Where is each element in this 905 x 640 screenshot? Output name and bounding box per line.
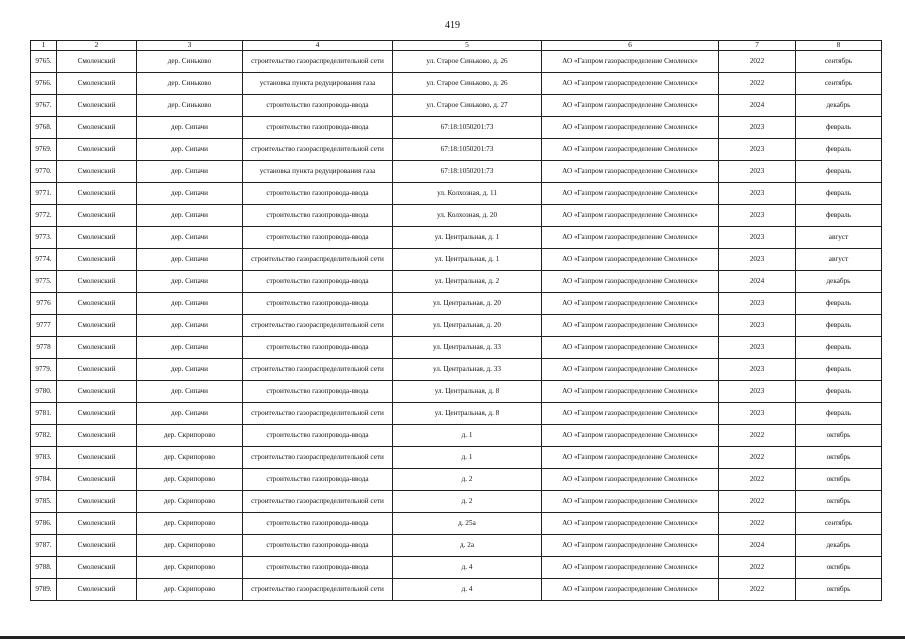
- settlement-cell: дер. Скрипорово: [137, 469, 243, 491]
- work-type-cell: строительство газопровода-ввода: [243, 513, 393, 535]
- address-cell: ул. Центральная, д. 8: [393, 381, 542, 403]
- settlement-cell: дер. Синьково: [137, 51, 243, 73]
- address-cell: д. 2: [393, 491, 542, 513]
- settlement-cell: дер. Сипачи: [137, 315, 243, 337]
- settlement-cell: дер. Сипачи: [137, 161, 243, 183]
- work-type-cell: строительство газопровода-ввода: [243, 95, 393, 117]
- settlement-cell: дер. Сипачи: [137, 249, 243, 271]
- year-cell: 2024: [719, 535, 796, 557]
- district-cell: Смоленский: [57, 491, 137, 513]
- table-row: [31, 579, 882, 601]
- row-number-cell: 9784.: [31, 469, 57, 491]
- work-type-cell: строительство газопровода-ввода: [243, 183, 393, 205]
- row-number-cell: 9770.: [31, 161, 57, 183]
- year-cell: 2023: [719, 161, 796, 183]
- year-cell: 2024: [719, 271, 796, 293]
- month-cell: август: [796, 227, 882, 249]
- district-cell: Смоленский: [57, 249, 137, 271]
- month-cell: февраль: [796, 337, 882, 359]
- year-cell: 2023: [719, 205, 796, 227]
- organization-cell: АО «Газпром газораспределение Смоленск»: [542, 557, 719, 579]
- district-cell: Смоленский: [57, 315, 137, 337]
- organization-cell: АО «Газпром газораспределение Смоленск»: [542, 293, 719, 315]
- work-type-cell: строительство газораспределительной сети: [243, 249, 393, 271]
- district-cell: Смоленский: [57, 227, 137, 249]
- row-number-cell: 9787.: [31, 535, 57, 557]
- month-cell: февраль: [796, 293, 882, 315]
- gasification-table: [30, 40, 882, 601]
- settlement-cell: дер. Сипачи: [137, 293, 243, 315]
- row-number-cell: 9789.: [31, 579, 57, 601]
- settlement-cell: дер. Скрипорово: [137, 513, 243, 535]
- year-cell: 2023: [719, 117, 796, 139]
- organization-cell: АО «Газпром газораспределение Смоленск»: [542, 359, 719, 381]
- district-cell: Смоленский: [57, 271, 137, 293]
- table-row: [31, 227, 882, 249]
- settlement-cell: дер. Скрипорово: [137, 447, 243, 469]
- year-cell: 2023: [719, 337, 796, 359]
- district-cell: Смоленский: [57, 403, 137, 425]
- address-cell: д. 1: [393, 447, 542, 469]
- year-cell: 2024: [719, 95, 796, 117]
- work-type-cell: строительство газопровода-ввода: [243, 337, 393, 359]
- table-row: [31, 205, 882, 227]
- month-cell: февраль: [796, 161, 882, 183]
- work-type-cell: строительство газораспределительной сети: [243, 579, 393, 601]
- column-number: 6: [542, 41, 719, 51]
- address-cell: д. 2а: [393, 535, 542, 557]
- table-row: [31, 73, 882, 95]
- work-type-cell: строительство газопровода-ввода: [243, 469, 393, 491]
- row-number-cell: 9768.: [31, 117, 57, 139]
- settlement-cell: дер. Сипачи: [137, 183, 243, 205]
- month-cell: февраль: [796, 205, 882, 227]
- month-cell: декабрь: [796, 271, 882, 293]
- address-cell: ул. Центральная, д. 20: [393, 315, 542, 337]
- month-cell: февраль: [796, 139, 882, 161]
- year-cell: 2023: [719, 403, 796, 425]
- settlement-cell: дер. Синьково: [137, 73, 243, 95]
- month-cell: февраль: [796, 381, 882, 403]
- address-cell: 67:18:1050201:73: [393, 117, 542, 139]
- year-cell: 2023: [719, 249, 796, 271]
- address-cell: 67:18:1050201:73: [393, 139, 542, 161]
- year-cell: 2023: [719, 381, 796, 403]
- month-cell: февраль: [796, 117, 882, 139]
- row-number-cell: 9781.: [31, 403, 57, 425]
- organization-cell: АО «Газпром газораспределение Смоленск»: [542, 447, 719, 469]
- address-cell: д. 1: [393, 425, 542, 447]
- row-number-cell: 9773.: [31, 227, 57, 249]
- organization-cell: АО «Газпром газораспределение Смоленск»: [542, 425, 719, 447]
- work-type-cell: установка пункта редуцирования газа: [243, 161, 393, 183]
- row-number-cell: 9765.: [31, 51, 57, 73]
- row-number-cell: 9767.: [31, 95, 57, 117]
- organization-cell: АО «Газпром газораспределение Смоленск»: [542, 161, 719, 183]
- row-number-cell: 9780.: [31, 381, 57, 403]
- page-number: 419: [445, 20, 460, 31]
- settlement-cell: дер. Скрипорово: [137, 491, 243, 513]
- table-row: [31, 315, 882, 337]
- organization-cell: АО «Газпром газораспределение Смоленск»: [542, 271, 719, 293]
- month-cell: сентябрь: [796, 51, 882, 73]
- year-cell: 2023: [719, 139, 796, 161]
- district-cell: Смоленский: [57, 51, 137, 73]
- work-type-cell: строительство газопровода-ввода: [243, 117, 393, 139]
- settlement-cell: дер. Сипачи: [137, 205, 243, 227]
- year-cell: 2022: [719, 425, 796, 447]
- year-cell: 2022: [719, 579, 796, 601]
- district-cell: Смоленский: [57, 205, 137, 227]
- column-number: 5: [393, 41, 542, 51]
- district-cell: Смоленский: [57, 579, 137, 601]
- organization-cell: АО «Газпром газораспределение Смоленск»: [542, 51, 719, 73]
- work-type-cell: строительство газопровода-ввода: [243, 205, 393, 227]
- year-cell: 2023: [719, 183, 796, 205]
- row-number-cell: 9776: [31, 293, 57, 315]
- organization-cell: АО «Газпром газораспределение Смоленск»: [542, 491, 719, 513]
- district-cell: Смоленский: [57, 469, 137, 491]
- month-cell: февраль: [796, 359, 882, 381]
- year-cell: 2022: [719, 557, 796, 579]
- month-cell: декабрь: [796, 535, 882, 557]
- work-type-cell: строительство газораспределительной сети: [243, 491, 393, 513]
- row-number-cell: 9775.: [31, 271, 57, 293]
- column-number: 1: [31, 41, 57, 51]
- month-cell: февраль: [796, 315, 882, 337]
- work-type-cell: строительство газопровода-ввода: [243, 227, 393, 249]
- row-number-cell: 9772.: [31, 205, 57, 227]
- address-cell: ул. Колхозная, д. 11: [393, 183, 542, 205]
- organization-cell: АО «Газпром газораспределение Смоленск»: [542, 249, 719, 271]
- row-number-cell: 9786.: [31, 513, 57, 535]
- month-cell: октябрь: [796, 557, 882, 579]
- column-number-row: [31, 41, 882, 51]
- table-row: [31, 447, 882, 469]
- work-type-cell: строительство газопровода-ввода: [243, 425, 393, 447]
- column-number: 7: [719, 41, 796, 51]
- address-cell: ул. Центральная, д. 1: [393, 249, 542, 271]
- year-cell: 2022: [719, 469, 796, 491]
- settlement-cell: дер. Сипачи: [137, 117, 243, 139]
- year-cell: 2023: [719, 293, 796, 315]
- address-cell: д. 4: [393, 579, 542, 601]
- year-cell: 2023: [719, 227, 796, 249]
- month-cell: декабрь: [796, 95, 882, 117]
- work-type-cell: строительство газораспределительной сети: [243, 315, 393, 337]
- district-cell: Смоленский: [57, 447, 137, 469]
- address-cell: 67:18:1050201:73: [393, 161, 542, 183]
- district-cell: Смоленский: [57, 513, 137, 535]
- table-row: [31, 161, 882, 183]
- month-cell: февраль: [796, 183, 882, 205]
- district-cell: Смоленский: [57, 161, 137, 183]
- organization-cell: АО «Газпром газораспределение Смоленск»: [542, 183, 719, 205]
- address-cell: д. 2: [393, 469, 542, 491]
- row-number-cell: 9769.: [31, 139, 57, 161]
- district-cell: Смоленский: [57, 183, 137, 205]
- month-cell: октябрь: [796, 447, 882, 469]
- month-cell: октябрь: [796, 491, 882, 513]
- table-row: [31, 271, 882, 293]
- settlement-cell: дер. Синьково: [137, 95, 243, 117]
- month-cell: сентябрь: [796, 513, 882, 535]
- row-number-cell: 9783.: [31, 447, 57, 469]
- address-cell: ул. Центральная, д. 33: [393, 359, 542, 381]
- address-cell: ул. Центральная, д. 2: [393, 271, 542, 293]
- table-row: [31, 337, 882, 359]
- settlement-cell: дер. Сипачи: [137, 403, 243, 425]
- settlement-cell: дер. Сипачи: [137, 381, 243, 403]
- year-cell: 2022: [719, 491, 796, 513]
- month-cell: октябрь: [796, 425, 882, 447]
- row-number-cell: 9788.: [31, 557, 57, 579]
- district-cell: Смоленский: [57, 95, 137, 117]
- work-type-cell: строительство газопровода-ввода: [243, 271, 393, 293]
- settlement-cell: дер. Сипачи: [137, 139, 243, 161]
- organization-cell: АО «Газпром газораспределение Смоленск»: [542, 513, 719, 535]
- organization-cell: АО «Газпром газораспределение Смоленск»: [542, 535, 719, 557]
- organization-cell: АО «Газпром газораспределение Смоленск»: [542, 73, 719, 95]
- district-cell: Смоленский: [57, 73, 137, 95]
- table-row: [31, 249, 882, 271]
- district-cell: Смоленский: [57, 381, 137, 403]
- table-row: [31, 403, 882, 425]
- address-cell: ул. Старое Синьково, д. 27: [393, 95, 542, 117]
- organization-cell: АО «Газпром газораспределение Смоленск»: [542, 469, 719, 491]
- organization-cell: АО «Газпром газораспределение Смоленск»: [542, 139, 719, 161]
- row-number-cell: 9785.: [31, 491, 57, 513]
- address-cell: ул. Центральная, д. 1: [393, 227, 542, 249]
- bottom-rule: [0, 636, 905, 639]
- table-row: [31, 183, 882, 205]
- organization-cell: АО «Газпром газораспределение Смоленск»: [542, 315, 719, 337]
- work-type-cell: установка пункта редуцирования газа: [243, 73, 393, 95]
- table-row: [31, 425, 882, 447]
- table-row: [31, 381, 882, 403]
- row-number-cell: 9777: [31, 315, 57, 337]
- settlement-cell: дер. Скрипорово: [137, 535, 243, 557]
- month-cell: февраль: [796, 403, 882, 425]
- organization-cell: АО «Газпром газораспределение Смоленск»: [542, 403, 719, 425]
- organization-cell: АО «Газпром газораспределение Смоленск»: [542, 381, 719, 403]
- organization-cell: АО «Газпром газораспределение Смоленск»: [542, 117, 719, 139]
- district-cell: Смоленский: [57, 535, 137, 557]
- address-cell: ул. Центральная, д. 20: [393, 293, 542, 315]
- work-type-cell: строительство газораспределительной сети: [243, 403, 393, 425]
- row-number-cell: 9766.: [31, 73, 57, 95]
- table-row: [31, 359, 882, 381]
- column-number: 4: [243, 41, 393, 51]
- address-cell: д. 25а: [393, 513, 542, 535]
- address-cell: ул. Колхозная, д. 20: [393, 205, 542, 227]
- settlement-cell: дер. Скрипорово: [137, 579, 243, 601]
- district-cell: Смоленский: [57, 139, 137, 161]
- table-row: [31, 139, 882, 161]
- organization-cell: АО «Газпром газораспределение Смоленск»: [542, 205, 719, 227]
- table-row: [31, 117, 882, 139]
- table-body: [31, 41, 882, 601]
- organization-cell: АО «Газпром газораспределение Смоленск»: [542, 579, 719, 601]
- column-number: 2: [57, 41, 137, 51]
- work-type-cell: строительство газораспределительной сети: [243, 139, 393, 161]
- district-cell: Смоленский: [57, 117, 137, 139]
- row-number-cell: 9782.: [31, 425, 57, 447]
- table-row: [31, 95, 882, 117]
- work-type-cell: строительство газопровода-ввода: [243, 381, 393, 403]
- organization-cell: АО «Газпром газораспределение Смоленск»: [542, 337, 719, 359]
- district-cell: Смоленский: [57, 337, 137, 359]
- work-type-cell: строительство газораспределительной сети: [243, 51, 393, 73]
- month-cell: август: [796, 249, 882, 271]
- address-cell: ул. Старое Синьково, д. 26: [393, 51, 542, 73]
- table-row: [31, 491, 882, 513]
- row-number-cell: 9771.: [31, 183, 57, 205]
- column-number: 3: [137, 41, 243, 51]
- settlement-cell: дер. Сипачи: [137, 337, 243, 359]
- table-row: [31, 535, 882, 557]
- address-cell: д. 4: [393, 557, 542, 579]
- month-cell: сентябрь: [796, 73, 882, 95]
- settlement-cell: дер. Сипачи: [137, 359, 243, 381]
- settlement-cell: дер. Сипачи: [137, 271, 243, 293]
- organization-cell: АО «Газпром газораспределение Смоленск»: [542, 95, 719, 117]
- month-cell: октябрь: [796, 469, 882, 491]
- district-cell: Смоленский: [57, 359, 137, 381]
- year-cell: 2022: [719, 51, 796, 73]
- work-type-cell: строительство газопровода-ввода: [243, 557, 393, 579]
- address-cell: ул. Центральная, д. 33: [393, 337, 542, 359]
- year-cell: 2022: [719, 447, 796, 469]
- column-number: 8: [796, 41, 882, 51]
- organization-cell: АО «Газпром газораспределение Смоленск»: [542, 227, 719, 249]
- work-type-cell: строительство газораспределительной сети: [243, 447, 393, 469]
- year-cell: 2023: [719, 359, 796, 381]
- year-cell: 2022: [719, 513, 796, 535]
- table-row: [31, 557, 882, 579]
- table-row: [31, 293, 882, 315]
- district-cell: Смоленский: [57, 293, 137, 315]
- year-cell: 2022: [719, 73, 796, 95]
- work-type-cell: строительство газопровода-ввода: [243, 293, 393, 315]
- month-cell: октябрь: [796, 579, 882, 601]
- work-type-cell: строительство газораспределительной сети: [243, 359, 393, 381]
- settlement-cell: дер. Скрипорово: [137, 557, 243, 579]
- district-cell: Смоленский: [57, 425, 137, 447]
- table-row: [31, 513, 882, 535]
- row-number-cell: 9778: [31, 337, 57, 359]
- row-number-cell: 9774.: [31, 249, 57, 271]
- settlement-cell: дер. Скрипорово: [137, 425, 243, 447]
- table-row: [31, 469, 882, 491]
- address-cell: ул. Центральная, д. 8: [393, 403, 542, 425]
- row-number-cell: 9779.: [31, 359, 57, 381]
- year-cell: 2023: [719, 315, 796, 337]
- address-cell: ул. Старое Синьково, д. 26: [393, 73, 542, 95]
- work-type-cell: строительство газопровода-ввода: [243, 535, 393, 557]
- table-row: [31, 51, 882, 73]
- settlement-cell: дер. Сипачи: [137, 227, 243, 249]
- district-cell: Смоленский: [57, 557, 137, 579]
